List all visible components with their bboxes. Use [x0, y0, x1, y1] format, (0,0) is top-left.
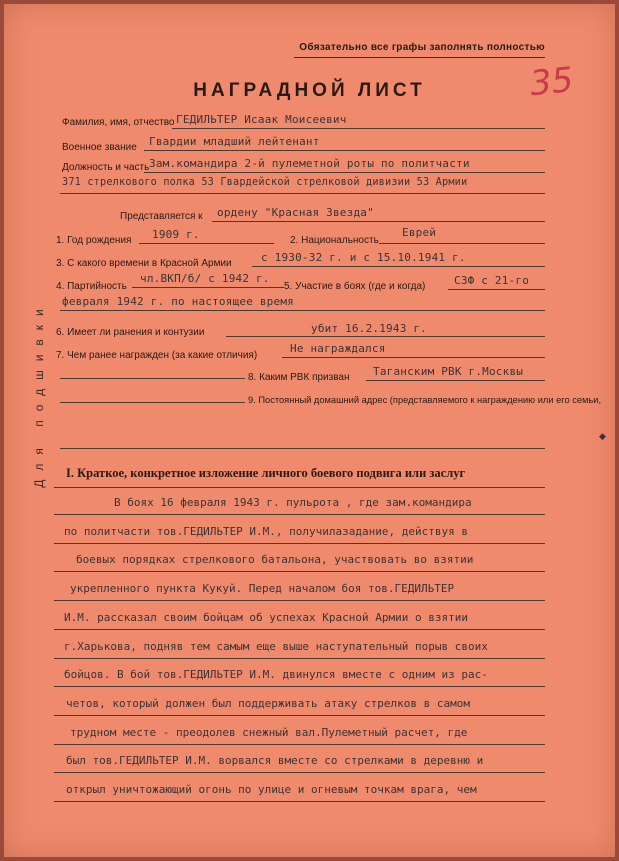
- position-label: Должность и часть: [62, 162, 150, 173]
- story-line: четов, который должен был поддерживать атаку стрелков в самом: [66, 696, 470, 710]
- rvk-underline: [366, 380, 545, 381]
- nationality-value: Еврей: [402, 226, 437, 239]
- story-underline: [54, 600, 545, 601]
- name-underline: [172, 128, 545, 129]
- section-title: I. Краткое, конкретное изложение личного боевого подвига или заслуг: [66, 466, 466, 480]
- battles-underline-1: [448, 289, 545, 290]
- binding-margin-text: Для подшивки: [32, 300, 46, 488]
- story-line: трудном месте - преодолев снежный вал.Пулеметный расчет, где: [70, 725, 468, 739]
- story-underline: [54, 772, 545, 773]
- story-line: г.Харькова, подняв тем самым еще выше наступательный порыв своих: [64, 639, 488, 653]
- birth-year-value: 1909 г.: [152, 228, 200, 241]
- party-underline: [132, 287, 284, 288]
- document-title: НАГРАДНОЙ ЛИСТ: [193, 80, 426, 101]
- story-underline: [54, 715, 545, 716]
- presented-underline: [212, 221, 545, 222]
- battles-label: 5. Участие в боях (где и когда): [284, 281, 426, 292]
- rank-value: Гвардии младший лейтенант: [149, 135, 320, 148]
- presented-label: Представляется к: [120, 211, 203, 222]
- name-value: ГЕДИЛЬТЕР Исаак Моисеевич: [176, 113, 347, 126]
- army-since-label: 3. С какого времени в Красной Армии: [56, 258, 232, 269]
- note-underline: [294, 57, 545, 58]
- story-underline: [54, 571, 545, 572]
- army-since-value: с 1930-32 г. и с 15.10.1941 г.: [261, 251, 466, 264]
- story-underline: [54, 801, 545, 802]
- story-underline: [54, 744, 545, 745]
- story-line: И.М. рассказал своим бойцам об успехах Красной Армии о взятии: [64, 610, 468, 624]
- address-leading-underline: [60, 402, 245, 403]
- award-sheet: [4, 4, 615, 857]
- rvk-value: Таганским РВК г.Москвы: [373, 365, 524, 378]
- name-label: Фамилия, имя, отчество: [62, 117, 175, 128]
- wounds-value: убит 16.2.1943 г.: [311, 322, 427, 335]
- birth-year-underline: [139, 243, 274, 244]
- fill-all-fields-note: Обязательно все графы заполнять полностью: [299, 42, 545, 53]
- edge-mark-icon: ◆: [599, 432, 606, 442]
- battles-underline-2: [60, 310, 545, 311]
- party-value: чл.ВКП/б/ с 1942 г.: [140, 272, 270, 285]
- position-underline-1: [144, 172, 545, 173]
- birth-year-label: 1. Год рождения: [56, 235, 132, 246]
- address-label: 9. Постоянный домашний адрес (представляемого к награждению или его семьи,: [248, 395, 602, 405]
- battles-value-line2: февраля 1942 г. по настоящее время: [62, 295, 294, 308]
- battles-value-line1: СЗФ с 21-го: [454, 274, 530, 287]
- address-underline: [60, 448, 545, 449]
- wounds-label: 6. Имеет ли ранения и контузии: [56, 327, 205, 338]
- position-value-line2: 371 стрелкового полка 53 Гвардейской стрелковой дивизии 53 Армии: [62, 177, 468, 188]
- position-underline-2: [60, 193, 545, 194]
- awards-underline-1: [282, 357, 545, 358]
- story-line: был тов.ГЕДИЛЬТЕР И.М. ворвался вместе со стрелками в деревню и: [66, 754, 484, 768]
- army-since-underline: [252, 266, 545, 267]
- story-underline: [54, 629, 545, 630]
- awards-label: 7. Чем ранее награжден (за какие отличия): [56, 350, 258, 361]
- awards-value: Не награждался: [290, 342, 386, 355]
- story-underline: [54, 543, 545, 544]
- rvk-label: 8. Каким РВК призван: [248, 372, 350, 383]
- handwritten-sheet-number: 35: [528, 59, 576, 105]
- binding-margin-label: [24, 204, 54, 584]
- position-value-line1: Зам.командира 2-й пулеметной роты по политчасти: [149, 157, 470, 170]
- story-line: открыл уничтожающий огонь по улице и огневым точкам врага, чем: [66, 783, 477, 796]
- nationality-underline: [379, 243, 545, 244]
- story-line: по политчасти тов.ГЕДИЛЬТЕР И.М., получилазадание, действуя в: [64, 524, 468, 538]
- nationality-label: 2. Национальность: [290, 235, 379, 246]
- rank-label: Военное звание: [62, 142, 137, 153]
- section-underline: [54, 487, 545, 488]
- wounds-underline: [226, 336, 545, 337]
- story-underline: [54, 686, 545, 687]
- awards-underline-2: [60, 378, 245, 379]
- story-line: укрепленного пункта Кукуй. Перед началом боя тов.ГЕДИЛЬТЕР: [70, 582, 455, 596]
- story-line: бойцов. В бой тов.ГЕДИЛЬТЕР И.М. двинулся вместе с одним из рас-: [64, 668, 488, 682]
- rank-underline: [144, 150, 545, 151]
- story-underline: [54, 658, 545, 659]
- story-line: В боях 16 февраля 1943 г. пульрота , где зам.командира: [114, 496, 472, 509]
- story-underline: [54, 514, 545, 515]
- party-label: 4. Партийность: [56, 281, 127, 292]
- story-line: боевых порядках стрелкового батальона, участвовать во взятии: [76, 553, 474, 567]
- presented-value: ордену "Красная Звезда": [217, 206, 374, 219]
